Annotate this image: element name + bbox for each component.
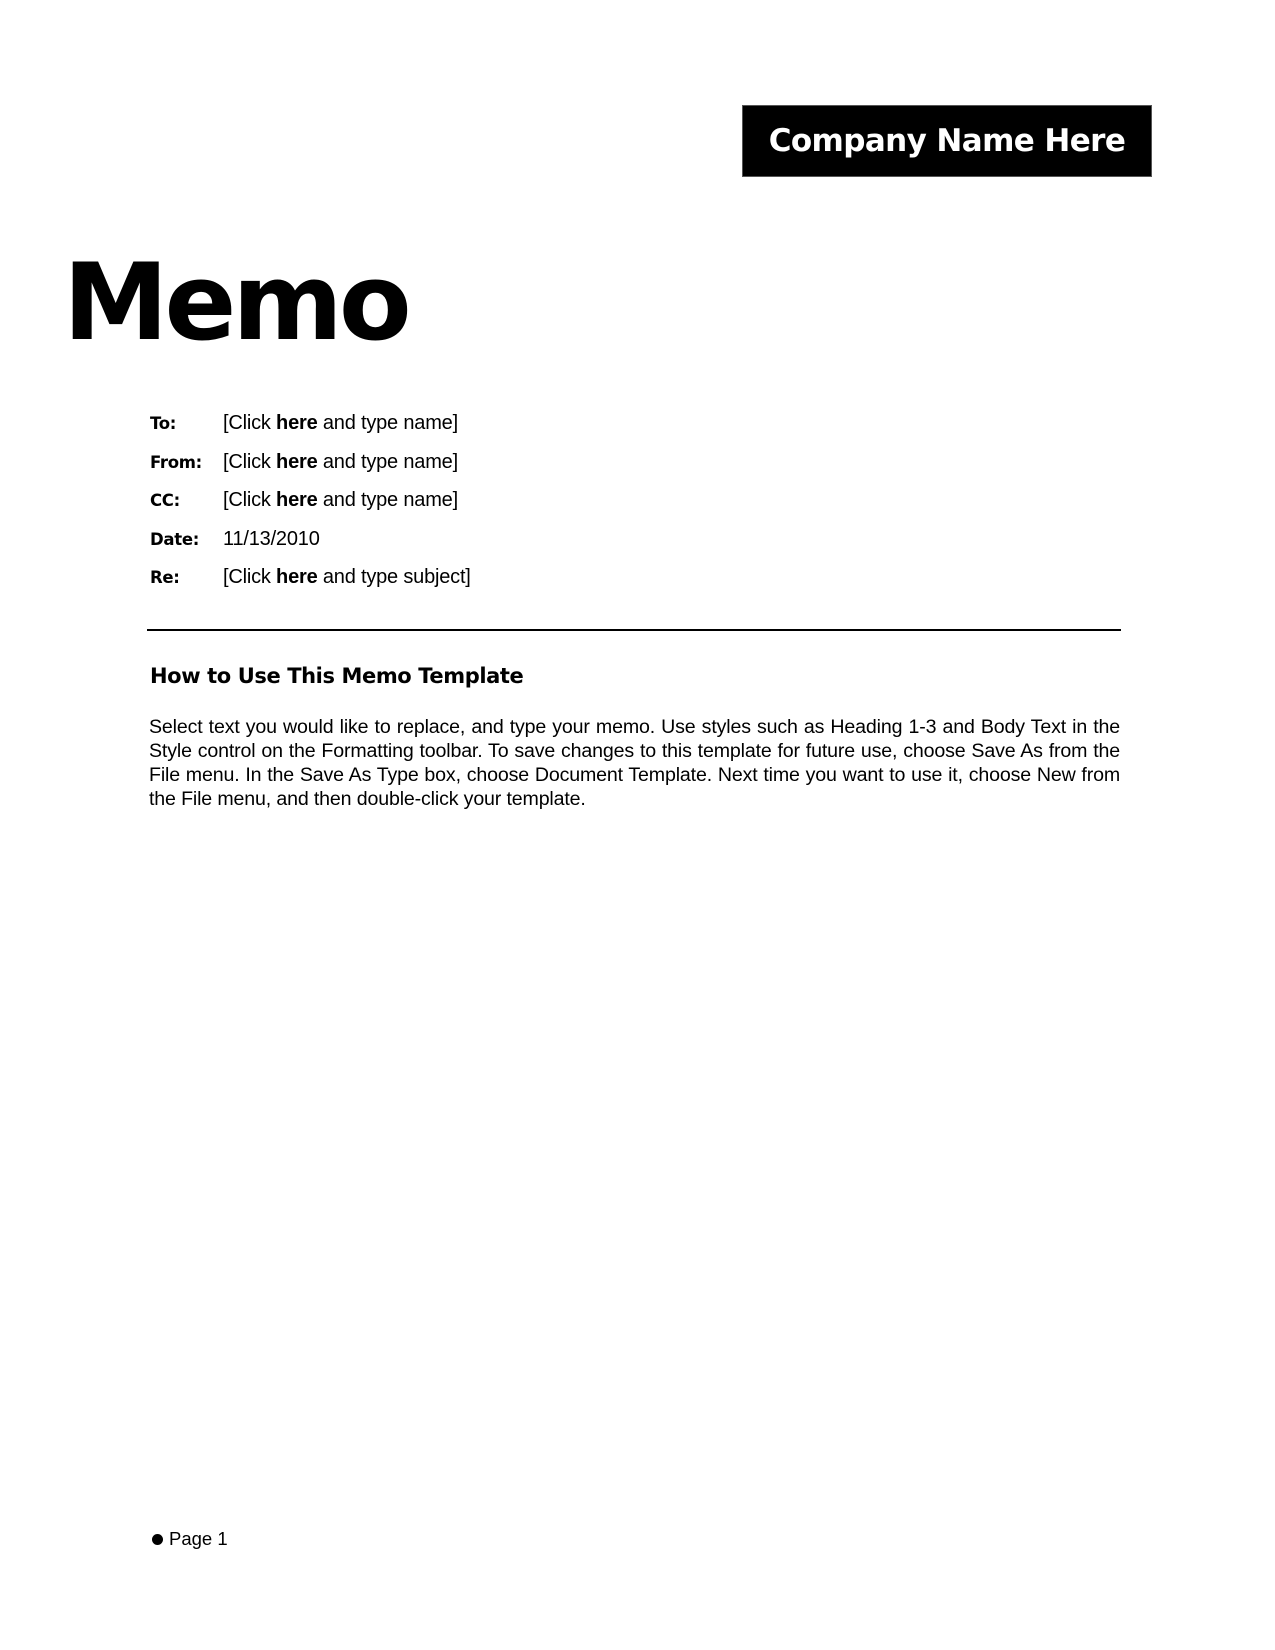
body-text[interactable]: Select text you would like to replace, and type your memo. Use styles such as Heading 1-3 and Body Text in the Style control on the Formatting toolbar. To save changes to this template for future use, choose Save As from the File menu. In the Save As Type box, choose Document Template. Next time you want to use it, choose New from the File menu, and then double-click your template. [149,716,1120,810]
subject-field-suffix: and type subject] [317,566,471,588]
subject-field-bold: here [276,566,318,588]
field-row-re [150,566,471,605]
field-row-date [150,528,471,567]
bullet-icon [152,1534,163,1545]
to-field-bold: here [276,412,318,434]
company-name[interactable]: Company Name Here [768,123,1126,159]
subject-field[interactable] [223,566,471,589]
memo-header-fields [150,412,471,605]
date-field-value: 11/13/2010 [223,527,320,550]
field-label-from: From: [150,452,202,472]
from-field[interactable] [223,451,458,474]
cc-field-prefix: [Click [223,489,277,511]
to-field[interactable] [223,412,458,435]
from-field-suffix: and type name] [317,450,458,473]
to-field-suffix: and type name] [317,412,458,434]
memo-title: Memo [63,241,408,364]
page-number: Page 1 [169,1528,228,1549]
cc-field-suffix: and type name] [317,489,458,511]
date-field[interactable] [223,528,320,551]
section-heading[interactable]: How to Use This Memo Template [150,664,524,688]
field-label-date: Date: [150,529,200,549]
from-field-prefix: [Click [223,450,277,473]
header-divider [147,629,1121,631]
field-row-from [150,451,471,490]
field-label-cc: CC: [150,491,180,510]
cc-field[interactable] [223,489,458,512]
cc-field-bold: here [276,489,318,511]
field-label-re: Re: [150,568,180,587]
field-row-cc [150,489,471,528]
subject-field-prefix: [Click [223,566,277,588]
field-row-to [150,412,471,451]
from-field-bold: here [276,450,318,473]
to-field-prefix: [Click [223,412,277,434]
page-footer [152,1528,228,1550]
company-name-box[interactable] [742,105,1152,177]
field-label-to: To: [150,414,177,433]
